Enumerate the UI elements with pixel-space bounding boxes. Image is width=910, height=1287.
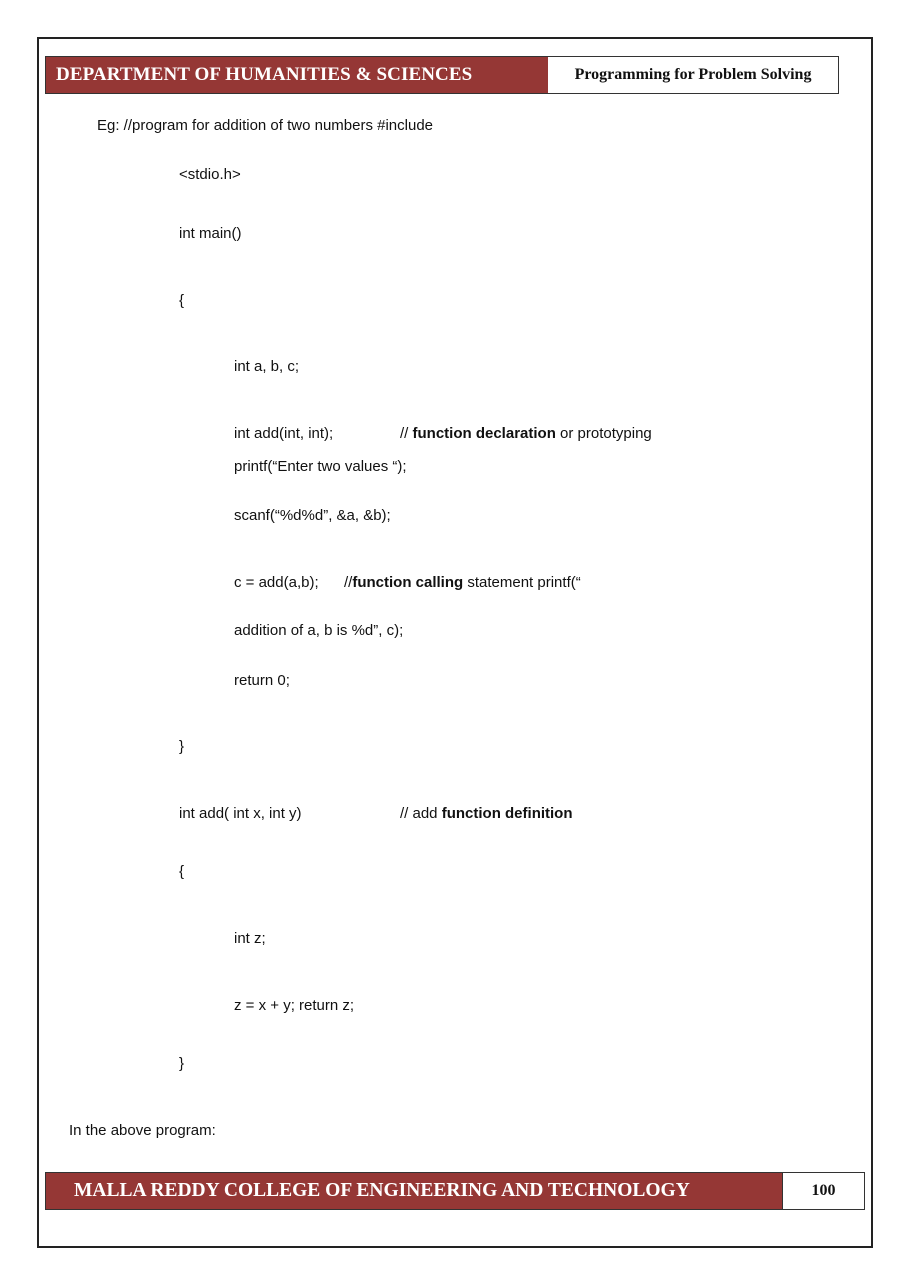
code-sum-return: z = x + y; return z; (234, 997, 355, 1014)
code-call: c = add(a,b); (234, 574, 319, 591)
subject-title: Programming for Problem Solving (574, 66, 812, 83)
call-comment-bold: function calling (352, 574, 464, 591)
code-close-brace: } (179, 738, 185, 755)
code-prototype: int add(int, int); (234, 425, 334, 442)
code-scanf: scanf(“%d%d”, &a, &b); (234, 507, 391, 524)
code-return: return 0; (234, 672, 290, 689)
college-name: MALLA REDDY COLLEGE OF ENGINEERING AND TECHNOLOGY (46, 1173, 782, 1209)
call-comment (344, 574, 581, 592)
code-definition-signature: int add( int x, int y) (179, 805, 302, 822)
paragraph-text: In the above program: (69, 1122, 216, 1139)
prototype-comment-suffix: or prototyping (555, 425, 652, 442)
code-prototype-line (234, 425, 652, 443)
code-definition-line (179, 805, 573, 823)
page-border (37, 37, 873, 1248)
code-main-signature: int main() (179, 225, 242, 242)
page-header (45, 56, 839, 94)
department-title: DEPARTMENT OF HUMANITIES & SCIENCES (46, 57, 548, 93)
call-comment-prefix: // (344, 574, 353, 591)
definition-comment-bold: function definition (441, 805, 573, 822)
code-open-brace: { (179, 292, 185, 309)
code-printf-prompt: printf(“Enter two values “); (234, 458, 407, 475)
call-comment-suffix: statement printf(“ (463, 574, 581, 591)
page-number: 100 (782, 1173, 864, 1209)
code-decl-z: int z; (234, 930, 266, 947)
code-include: <stdio.h> (179, 166, 241, 183)
prototype-comment-prefix: // (400, 425, 413, 442)
code-call-line (234, 574, 581, 592)
definition-comment (400, 805, 573, 823)
prototype-comment (400, 425, 652, 443)
code-open-brace-2: { (179, 863, 185, 880)
code-close-brace-2: } (179, 1055, 185, 1072)
code-intro: Eg: //program for addition of two numbers #include (97, 117, 434, 134)
prototype-comment-bold: function declaration (412, 425, 556, 442)
code-printf-result: addition of a, b is %d”, c); (234, 622, 404, 639)
page-footer (45, 1172, 865, 1210)
code-var-declaration: int a, b, c; (234, 358, 300, 375)
definition-comment-prefix: // add (400, 805, 442, 822)
